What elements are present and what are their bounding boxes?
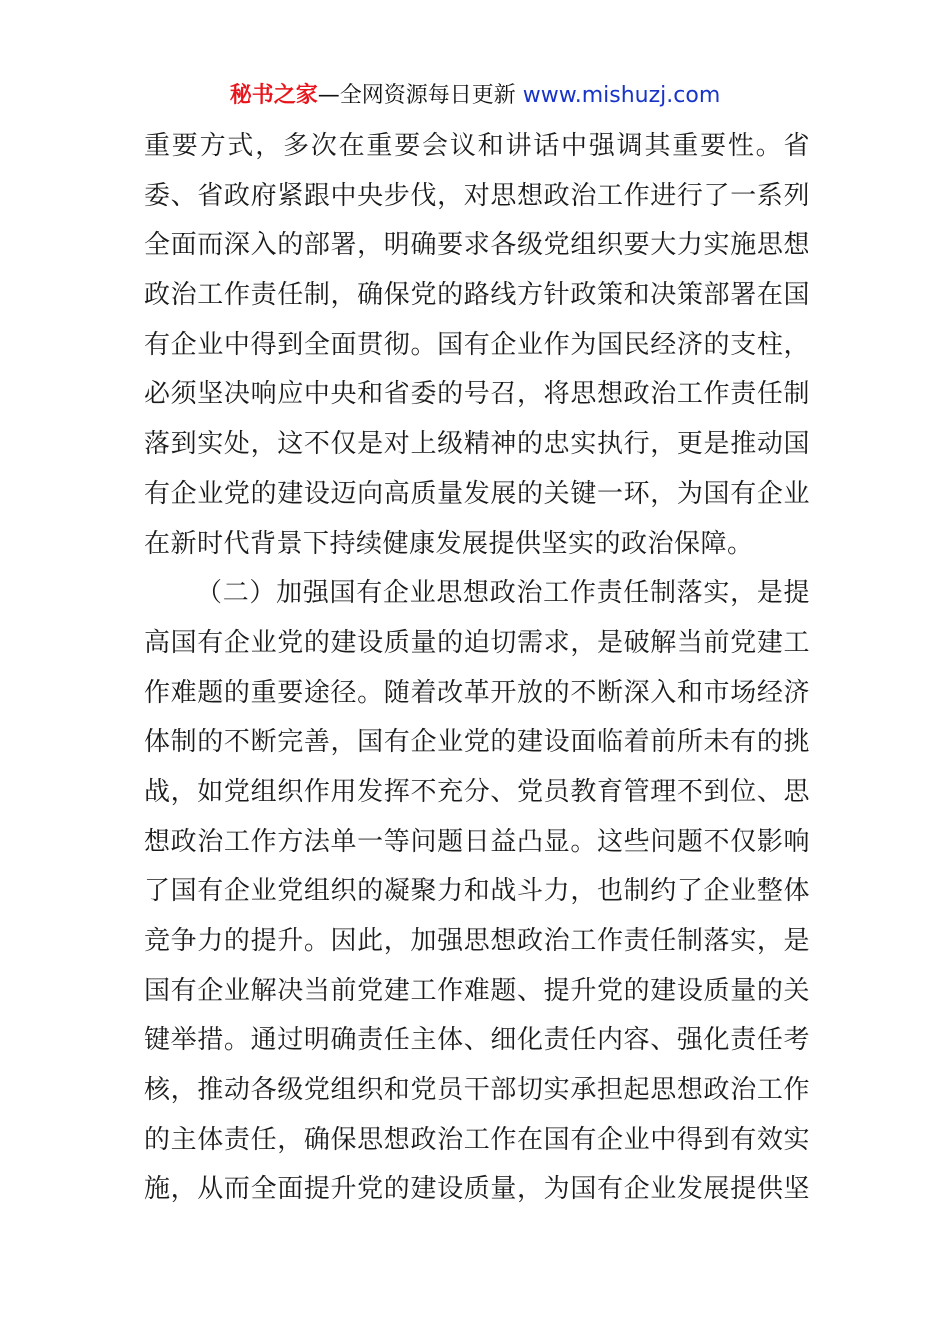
text-line: 键举措。通过明确责任主体、细化责任内容、强化责任考: [144, 1025, 810, 1056]
text-line: 高国有企业党的建设质量的迫切需求，是破解当前党建工: [144, 627, 810, 658]
text-line: 委、省政府紧跟中央步伐，对思想政治工作进行了一系列: [144, 180, 810, 211]
header-site-link[interactable]: www.mishuzj.com: [522, 83, 721, 108]
text-line: 了国有企业党组织的凝聚力和战斗力，也制约了企业整体: [144, 876, 810, 907]
text-line: 的主体责任，确保思想政治工作在国有企业中得到有效实: [144, 1124, 810, 1155]
text-line: （二）加强国有企业思想政治工作责任制落实，是提: [196, 578, 810, 609]
text-line: 体制的不断完善，国有企业党的建设面临着前所未有的挑: [144, 727, 810, 758]
text-line: 作难题的重要途径。随着改革开放的不断深入和市场经济: [144, 677, 810, 708]
text-line: 落到实处，这不仅是对上级精神的忠实执行，更是推动国: [144, 429, 810, 460]
text-line: 施，从而全面提升党的建设质量，为国有企业发展提供坚: [144, 1174, 810, 1205]
text-line: 在新时代背景下持续健康发展提供坚实的政治保障。: [144, 528, 754, 559]
text-line: 政治工作责任制，确保党的路线方针政策和决策部署在国: [144, 280, 810, 311]
text-line: 必须坚决响应中央和省委的号召，将思想政治工作责任制: [144, 379, 810, 410]
paragraph: [144, 569, 810, 1215]
text-line: 战，如党组织作用发挥不充分、党员教育管理不到位、思: [144, 776, 810, 807]
page-header: [0, 80, 950, 112]
document-body: [144, 122, 810, 1215]
text-line: 重要方式，多次在重要会议和讲话中强调其重要性。省: [144, 131, 810, 161]
text-line: 核，推动各级党组织和党员干部切实承担起思想政治工作: [144, 1075, 810, 1106]
header-brand: 秘书之家: [229, 83, 318, 108]
paragraph: [144, 122, 810, 569]
header-slogan: —全网资源每日更新: [317, 83, 516, 108]
text-line: 竞争力的提升。因此，加强思想政治工作责任制落实，是: [144, 926, 810, 956]
text-line: 有企业党的建设迈向高质量发展的关键一环，为国有企业: [144, 478, 810, 509]
text-line: 想政治工作方法单一等问题日益凸显。这些问题不仅影响: [144, 826, 810, 857]
text-line: 国有企业解决当前党建工作难题、提升党的建设质量的关: [144, 975, 810, 1006]
text-line: 有企业中得到全面贯彻。国有企业作为国民经济的支柱，: [144, 329, 810, 360]
text-line: 全面而深入的部署，明确要求各级党组织要大力实施思想: [144, 230, 810, 261]
